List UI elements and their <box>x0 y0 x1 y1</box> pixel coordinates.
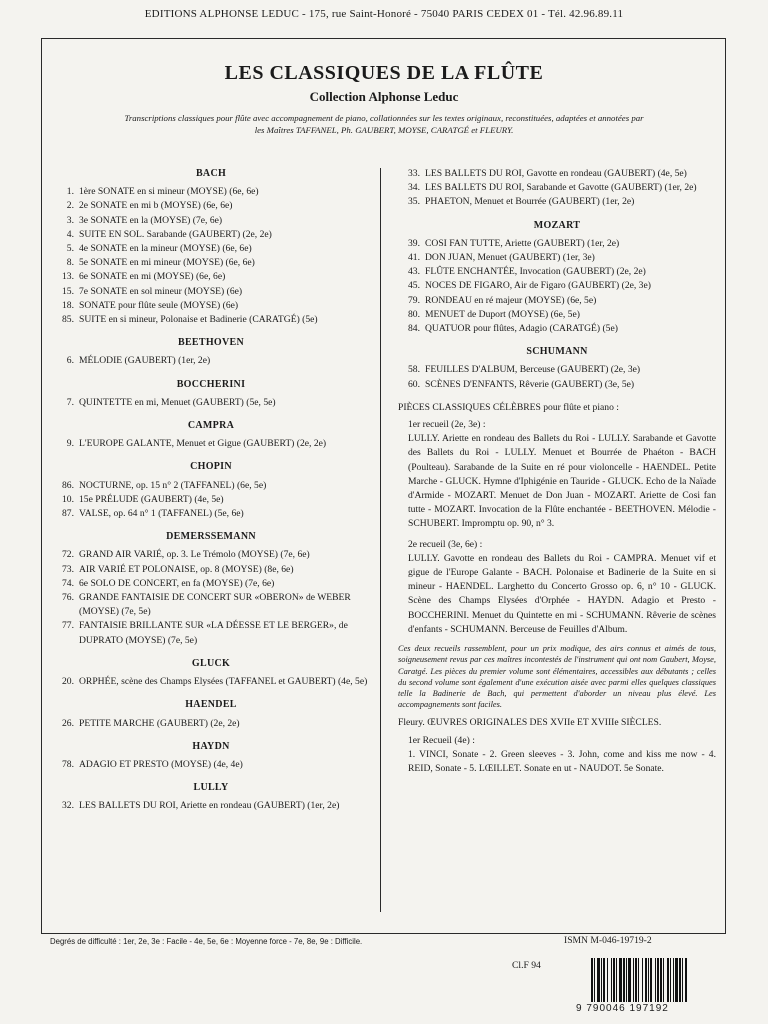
entry-title: 15e PRÉLUDE (GAUBERT) (4e, 5e) <box>79 493 224 505</box>
entry-title: FANTAISIE BRILLANTE SUR «LA DÉESSE ET LE BERGER», de DUPRATO (MOYSE) (7e, 5e) <box>79 620 348 646</box>
composer-heading: CHOPIN <box>190 461 232 473</box>
entry-number: 5. <box>66 243 74 255</box>
entry-title: NOCES DE FIGARO, Air de Figaro (GAUBERT) (2e, 3e) <box>425 280 651 292</box>
composer-section <box>52 378 370 410</box>
composer-section <box>52 419 370 451</box>
entry-title: SCÈNES D'ENFANTS, Rêverie (GAUBERT) (3e, 5e) <box>425 378 635 390</box>
catalog-entry <box>52 548 370 562</box>
entry-title: SONATE pour flûte seule (MOYSE) (6e) <box>79 299 239 311</box>
entry-number: 3. <box>66 214 74 226</box>
composer-heading: BEETHOVEN <box>177 337 245 349</box>
catalog-entry <box>52 256 370 270</box>
catalog-entry <box>398 251 716 265</box>
entry-title: MENUET de Duport (MOYSE) (6e, 5e) <box>425 308 580 320</box>
catalog-entry <box>52 185 370 199</box>
entry-title: 6e SONATE en mi (MOYSE) (6e, 6e) <box>79 271 226 283</box>
composer-heading: DEMERSSEMANN <box>166 531 256 543</box>
right-column <box>398 167 716 776</box>
composer-section <box>398 219 716 337</box>
composer-heading: HAYDN <box>192 740 230 752</box>
entry-title: GRAND AIR VARIÉ, op. 3. Le Trémolo (MOYSE) (7e, 6e) <box>79 549 310 561</box>
composer-section <box>52 657 370 689</box>
catalog-entry <box>52 199 370 213</box>
entry-title: NOCTURNE, op. 15 n° 2 (TAFFANEL) (6e, 5e) <box>79 479 267 491</box>
composer-section <box>52 336 370 368</box>
catalog-entry <box>52 507 370 521</box>
entry-title: ORPHÉE, scène des Champs Elysées (TAFFANEL et GAUBERT) (4e, 5e) <box>79 676 368 688</box>
entry-number: 33. <box>408 168 420 179</box>
entry-title: 6e SOLO DE CONCERT, en fa (MOYSE) (7e, 6e) <box>79 577 275 589</box>
recueil-1-label: 1er recueil (2e, 3e) : <box>408 419 486 431</box>
entry-number: 72. <box>62 549 74 561</box>
recueil-note: Ces deux recueils rassemblent, pour un prix modique, des airs connus et aimés de tous, soigneusement revus par ces maîtres incontestés de l'instrument qui ont nom Gaubert, Moyse, Caratgé. Les pièces du premier volume sont élémentaires, accessibles aux débutants ; celles du second volume sont également d'une exécution aisée avec parmi elles quelques classiques telle la Badinerie de Bach, qui permettent d'aborder un niveau plus élevé. Les accompagnements sont faciles. <box>398 644 716 710</box>
entry-number: 77. <box>62 620 74 632</box>
entry-title: PHAETON, Menuet et Bourrée (GAUBERT) (1er, 2e) <box>425 196 635 208</box>
catalog-entry <box>52 717 370 731</box>
page-title: LES CLASSIQUES DE LA FLÛTE <box>224 62 544 84</box>
entry-number: 86. <box>62 479 74 491</box>
composer-heading: BACH <box>195 168 227 179</box>
entry-number: 76. <box>62 592 74 604</box>
entry-number: 35. <box>408 196 420 208</box>
entry-number: 34. <box>408 182 420 194</box>
entry-number: 73. <box>62 563 74 575</box>
catalog-entry <box>52 675 370 689</box>
entry-number: 41. <box>408 252 420 264</box>
entry-title: 2e SONATE en mi b (MOYSE) (6e, 6e) <box>79 200 233 212</box>
catalog-entry <box>398 322 716 336</box>
entry-title: 7e SONATE en sol mineur (MOYSE) (6e) <box>79 285 243 297</box>
publisher-line: EDITIONS ALPHONSE LEDUC - 175, rue Saint-Honoré - 75040 PARIS CEDEX 01 - Tél. 42.96.89.11 <box>144 8 624 20</box>
entry-number: 6. <box>66 355 74 367</box>
composer-heading: HAENDEL <box>185 699 237 711</box>
entry-number: 74. <box>62 577 74 589</box>
composer-section <box>52 460 370 521</box>
catalog-entry <box>52 270 370 284</box>
catalog-entry <box>398 308 716 322</box>
entry-number: 1. <box>66 186 74 198</box>
composer-section <box>52 740 370 772</box>
entry-number: 7. <box>66 396 74 408</box>
entry-title: QUINTETTE en mi, Menuet (GAUBERT) (5e, 5e) <box>79 396 276 408</box>
catalog-entry <box>398 294 716 308</box>
composer-section <box>52 781 370 813</box>
composer-heading: SCHUMANN <box>526 346 588 358</box>
catalog-code: Cl.F 94 <box>512 960 541 971</box>
entry-number: 20. <box>62 676 74 688</box>
composer-section <box>52 698 370 730</box>
entry-number: 10. <box>62 493 74 505</box>
entry-number: 15. <box>62 285 74 297</box>
composer-section <box>398 167 716 210</box>
entry-number: 39. <box>408 237 420 249</box>
entry-title: FLÛTE ENCHANTÉE, Invocation (GAUBERT) (2e, 2e) <box>425 266 646 278</box>
catalog-entry <box>398 167 716 181</box>
catalog-entry <box>398 237 716 251</box>
entry-number: 18. <box>62 299 74 311</box>
fleury-heading: Fleury. ŒUVRES ORIGINALES DES XVIIe ET XVIIIe SIÈCLES. <box>398 717 662 729</box>
catalog-entry <box>398 363 716 377</box>
catalog-entry <box>398 265 716 279</box>
entry-title: SUITE en si mineur, Polonaise et Badinerie (CARATGÉ) (5e) <box>79 314 318 326</box>
entry-number: 4. <box>66 228 74 240</box>
entry-title: PETITE MARCHE (GAUBERT) (2e, 2e) <box>79 717 240 729</box>
recueil-1-text: LULLY. Ariette en rondeau des Ballets du Roi - LULLY. Sarabande et Gavotte des Ballets du Roi - LULLY. Menuet et Bourrée de Phaéton - BACH (Poulteau). Sarabande de la Suite en ré pour violoncelle - HAENDEL. Petite Marche - GLUCK. Hymne d'Iphigénie en Tauride - GLUCK. Echo de la Naïade d'Armide - MOZART. Menuet de Don Juan - MOZART. Ariette de Cosi fan tutte - MOZART. Invocation de la Flûte enchantée - BEETHOVEN. Mélodie - SCHUBERT. Impromptu op. 90, n° 3. <box>408 433 716 530</box>
difficulty-legend: Degrés de difficulté : 1er, 2e, 3e : Facile - 4e, 5e, 6e : Moyenne force - 7e, 8e, 9e : Difficile. <box>50 937 363 946</box>
entry-title: 3e SONATE en la (MOYSE) (7e, 6e) <box>79 214 223 226</box>
barcode-digits: 9 790046 197192 <box>576 1003 669 1014</box>
entry-title: DON JUAN, Menuet (GAUBERT) (1er, 3e) <box>425 252 595 264</box>
entry-number: 60. <box>408 378 420 390</box>
composer-section <box>52 167 370 327</box>
entry-number: 43. <box>408 266 420 278</box>
catalog-entry <box>52 354 370 368</box>
entry-title: LES BALLETS DU ROI, Gavotte en rondeau (GAUBERT) (4e, 5e) <box>425 168 687 179</box>
catalog-entry <box>52 313 370 327</box>
entry-number: 84. <box>408 323 420 335</box>
intro-text: Transcriptions classiques pour flûte avec accompagnement de piano, collationnées sur les textes originaux, reconstituées, adaptées et annotées par les Maîtres TAFFANEL, Ph. GAUBERT, MOYSE, CARATGÉ et FLEURY. <box>124 113 644 135</box>
entry-title: FEUILLES D'ALBUM, Berceuse (GAUBERT) (2e, 3e) <box>425 364 641 376</box>
entry-title: ADAGIO ET PRESTO (MOYSE) (4e, 4e) <box>79 758 243 770</box>
entry-number: 79. <box>408 294 420 306</box>
column-divider <box>380 168 381 912</box>
catalog-entry <box>52 563 370 577</box>
catalog-entry <box>398 195 716 209</box>
entry-number: 80. <box>408 308 420 320</box>
entry-number: 9. <box>66 438 74 450</box>
catalog-entry <box>52 396 370 410</box>
entry-title: 4e SONATE en la mineur (MOYSE) (6e, 6e) <box>79 243 252 255</box>
catalog-entry <box>52 619 370 647</box>
composer-heading: GLUCK <box>191 657 231 669</box>
catalog-entry <box>52 214 370 228</box>
entry-title: VALSE, op. 64 n° 1 (TAFFANEL) (5e, 6e) <box>79 508 244 520</box>
composer-heading: LULLY <box>193 782 229 794</box>
entry-number: 85. <box>62 314 74 326</box>
entry-number: 8. <box>66 257 74 269</box>
entry-number: 45. <box>408 280 420 292</box>
recueil-2-label: 2e recueil (3e, 6e) : <box>408 538 483 550</box>
entry-title: GRANDE FANTAISIE DE CONCERT SUR «OBERON» de WEBER (MOYSE) (7e, 5e) <box>79 592 351 618</box>
ismn-number: ISMN M-046-19719-2 <box>564 935 652 946</box>
entry-title: RONDEAU en ré majeur (MOYSE) (6e, 5e) <box>425 294 597 306</box>
entry-number: 78. <box>62 758 74 770</box>
catalog-entry <box>52 437 370 451</box>
entry-title: 1ère SONATE en si mineur (MOYSE) (6e, 6e) <box>79 186 259 198</box>
entry-number: 32. <box>62 800 74 812</box>
catalog-entry <box>52 285 370 299</box>
composer-heading: BOCCHERINI <box>176 378 246 390</box>
catalog-entry <box>52 479 370 493</box>
entry-number: 13. <box>62 271 74 283</box>
entry-number: 26. <box>62 717 74 729</box>
catalog-entry <box>52 493 370 507</box>
catalog-entry <box>398 181 716 195</box>
catalog-entry <box>398 378 716 392</box>
recueil-2-text: LULLY. Gavotte en rondeau des Ballets du Roi - CAMPRA. Menuet vif et gigue de l'Europe Galante - BACH. Polonaise et Badinerie de la Suite en si mineur - HAENDEL. Larghetto du Concerto Grosso op. 6, n° 10 - GLUCK. Scène des Champs Elysées d'Orphée - HAYDN. Adagio et Presto - BOCCHERINI. Menuet du Quintette en mi - SCHUMANN. Rêverie de scènes d'enfants - SCHUMANN. Berceuse de Feuilles d'Album. <box>408 552 716 635</box>
entry-title: COSI FAN TUTTE, Ariette (GAUBERT) (1er, 2e) <box>425 237 620 249</box>
page-subtitle: Collection Alphonse Leduc <box>309 89 459 104</box>
entry-title: SUITE EN SOL. Sarabande (GAUBERT) (2e, 2e) <box>79 228 272 240</box>
entry-title: LES BALLETS DU ROI, Ariette en rondeau (GAUBERT) (1er, 2e) <box>79 800 340 812</box>
fleury-recueil-label: 1er Recueil (4e) : <box>408 734 475 746</box>
composer-section <box>52 530 370 648</box>
catalog-entry <box>52 591 370 619</box>
catalog-entry <box>52 242 370 256</box>
composer-heading: CAMPRA <box>187 420 235 432</box>
entry-title: AIR VARIÉ ET POLONAISE, op. 8 (MOYSE) (8e, 6e) <box>79 563 294 575</box>
entry-number: 2. <box>66 200 74 212</box>
entry-title: L'EUROPE GALANTE, Menuet et Gigue (GAUBERT) (2e, 2e) <box>79 438 327 450</box>
composer-section <box>398 345 716 392</box>
entry-title: 5e SONATE en mi mineur (MOYSE) (6e, 6e) <box>79 257 255 269</box>
entry-title: MÉLODIE (GAUBERT) (1er, 2e) <box>79 355 211 367</box>
catalog-entry <box>52 228 370 242</box>
entry-title: QUATUOR pour flûtes, Adagio (CARATGÉ) (5e) <box>425 323 618 335</box>
catalog-entry <box>52 299 370 313</box>
catalog-entry <box>52 799 370 813</box>
composer-heading: MOZART <box>533 219 581 231</box>
fleury-text: 1. VINCI, Sonate - 2. Green sleeves - 3. John, come and kiss me now - 4. REID, Sonate - 5. LŒILLET. Sonate en ut - NAUDOT. 5e Sonate. <box>408 748 716 774</box>
entry-number: 87. <box>62 508 74 520</box>
catalog-entry <box>52 577 370 591</box>
entry-title: LES BALLETS DU ROI, Sarabande et Gavotte (GAUBERT) (1er, 2e) <box>425 182 697 194</box>
entry-number: 58. <box>408 364 420 376</box>
catalog-entry <box>398 279 716 293</box>
left-column <box>52 167 370 823</box>
catalog-entry <box>52 758 370 772</box>
pieces-heading: PIÈCES CLASSIQUES CÉLÈBRES pour flûte et piano : <box>398 401 619 413</box>
